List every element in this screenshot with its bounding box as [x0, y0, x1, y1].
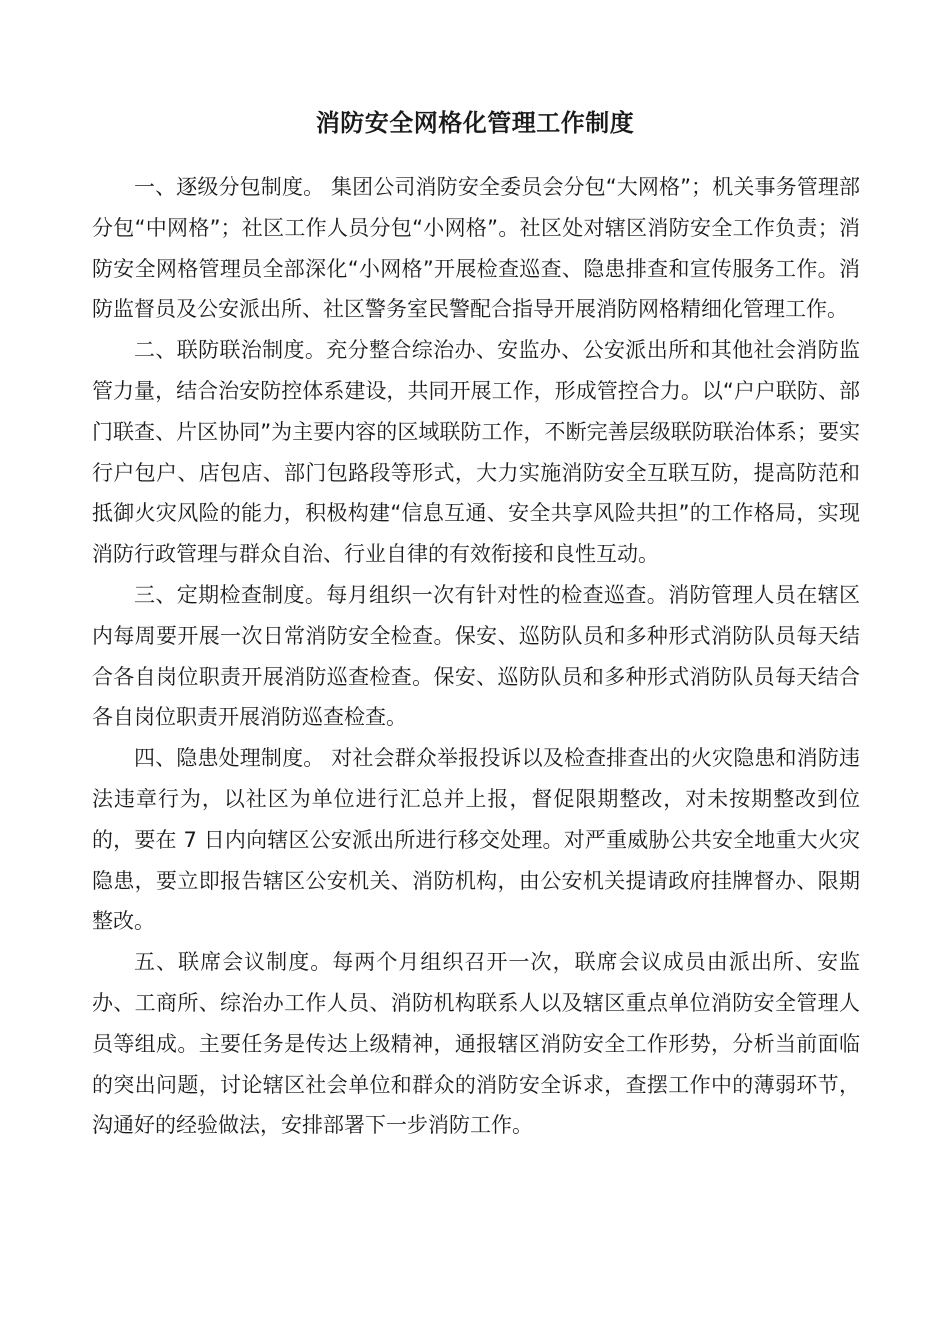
document-title: 消防安全网格化管理工作制度: [315, 108, 635, 137]
document-body: [92, 167, 860, 1146]
paragraph-joint-meeting: 五、联席会议制度。每两个月组织召开一次，联席会议成员由派出所、安监办、工商所、综治办工作人员、消防机构联系人以及辖区重点单位消防安全管理人员等组成。主要任务是传达上级精神，通报辖区消防安全工作形势，分析当前面临的突出问题，讨论辖区社会单位和群众的消防安全诉求，查摆工作中的薄弱环节，沟通好的经验做法，安排部署下一步消防工作。: [92, 950, 860, 1138]
paragraph-joint-prevention: 二、联防联治制度。充分整合综治办、安监办、公安派出所和其他社会消防监管力量，结合治安防控体系建设，共同开展工作，形成管控合力。以“户户联防、部门联查、片区协同”为主要内容的区域联防工作，不断完善层级联防联治体系；要实行户包户、店包店、部门包路段等形式，大力实施消防安全互联互防，提高防范和抵御火灾风险的能力，积极构建“信息互通、安全共享风险共担”的工作格局，实现消防行政管理与群众自治、行业自律的有效衔接和良性互动。: [92, 338, 860, 567]
paragraph-regular-inspection: 三、定期检查制度。每月组织一次有针对性的检查巡查。消防管理人员在辖区内每周要开展一次日常消防安全检查。保安、巡防队员和多种形式消防队员每天结合各自岗位职责开展消防巡查检查。保安、巡防队员和多种形式消防队员每天结合各自岗位职责开展消防巡查检查。: [92, 582, 860, 730]
paragraph-hazard-handling: 四、隐患处理制度。 对社会群众举报投诉以及检查排查出的火灾隐患和消防违法违章行为，以社区为单位进行汇总并上报，督促限期整改，对未按期整改到位的，要在 7 日内向辖区公安派出所进行移交处理。对严重威胁公共安全地重大火灾隐患，要立即报告辖区公安机关、消防机构，由公安机关提请政府挂牌督办、限期整改。: [92, 746, 860, 934]
paragraph-tiered-contracting: 一、逐级分包制度。 集团公司消防安全委员会分包“大网格”；机关事务管理部分包“中网格”；社区工作人员分包“小网格”。社区处对辖区消防安全工作负责；消防安全网格管理员全部深化“小网格”开展检查巡查、隐患排查和宣传服务工作。消防监督员及公安派出所、社区警务室民警配合指导开展消防网格精细化管理工作。: [92, 175, 860, 322]
